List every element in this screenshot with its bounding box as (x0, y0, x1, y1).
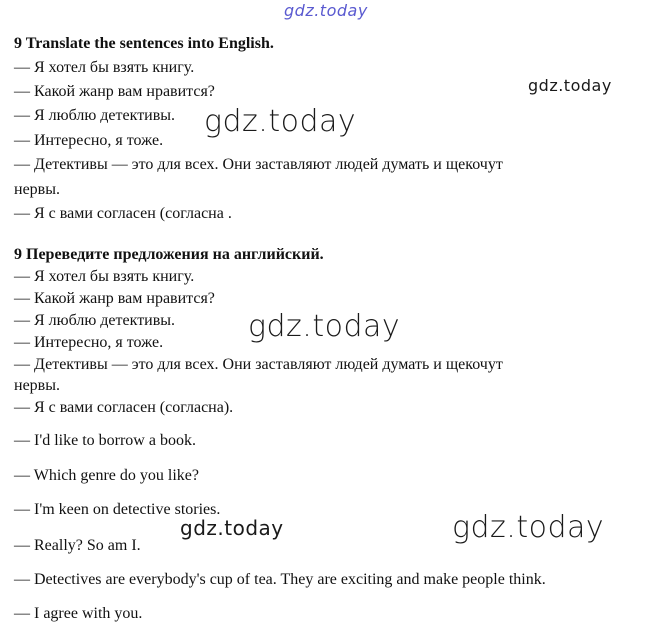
watermark-top: gdz.today (284, 1, 368, 20)
answer-line: — I agree with you. (14, 605, 143, 622)
exercise-line: — Детективы — это для всех. Они заставляют людей думать и щекочут (14, 356, 503, 373)
exercise-line: — Какой жанр вам нравится? (14, 83, 215, 100)
exercise-line: — Я хотел бы взять книгу. (14, 268, 195, 285)
watermark-lower-left: gdz.today (180, 516, 284, 540)
exercise-heading-en: 9 Translate the sentences into English. (14, 35, 274, 52)
watermark-lower-right: gdz.today (452, 510, 605, 545)
watermark-upper: gdz.today (204, 104, 357, 139)
answer-line: — Which genre do you like? (14, 467, 199, 484)
watermark-right: gdz.today (528, 76, 612, 95)
watermark-middle: gdz.today (248, 309, 401, 344)
exercise-line: — Интересно, я тоже. (14, 132, 164, 149)
exercise-line: — Я люблю детективы. (14, 107, 176, 124)
exercise-line: — Детективы — это для всех. Они заставляют людей думать и щекочут (14, 156, 503, 173)
exercise-line: — Я с вами согласен (согласна). (14, 399, 234, 416)
exercise-heading-ru: 9 Переведите предложения на английский. (14, 246, 324, 263)
exercise-line: нервы. (14, 377, 60, 394)
answer-line: — I'd like to borrow a book. (14, 432, 196, 449)
exercise-line: нервы. (14, 181, 60, 198)
answer-line: — Really? So am I. (14, 537, 141, 554)
exercise-line: — Я люблю детективы. (14, 312, 176, 329)
exercise-line: — Я хотел бы взять книгу. (14, 59, 195, 76)
exercise-line: — Какой жанр вам нравится? (14, 290, 215, 307)
exercise-line: — Интересно, я тоже. (14, 334, 164, 351)
exercise-line: — Я с вами согласен (согласна . (14, 205, 232, 222)
answer-line: — Detectives are everybody's cup of tea. They are exciting and make people think. (14, 571, 546, 588)
answer-line: — I'm keen on detective stories. (14, 501, 221, 518)
